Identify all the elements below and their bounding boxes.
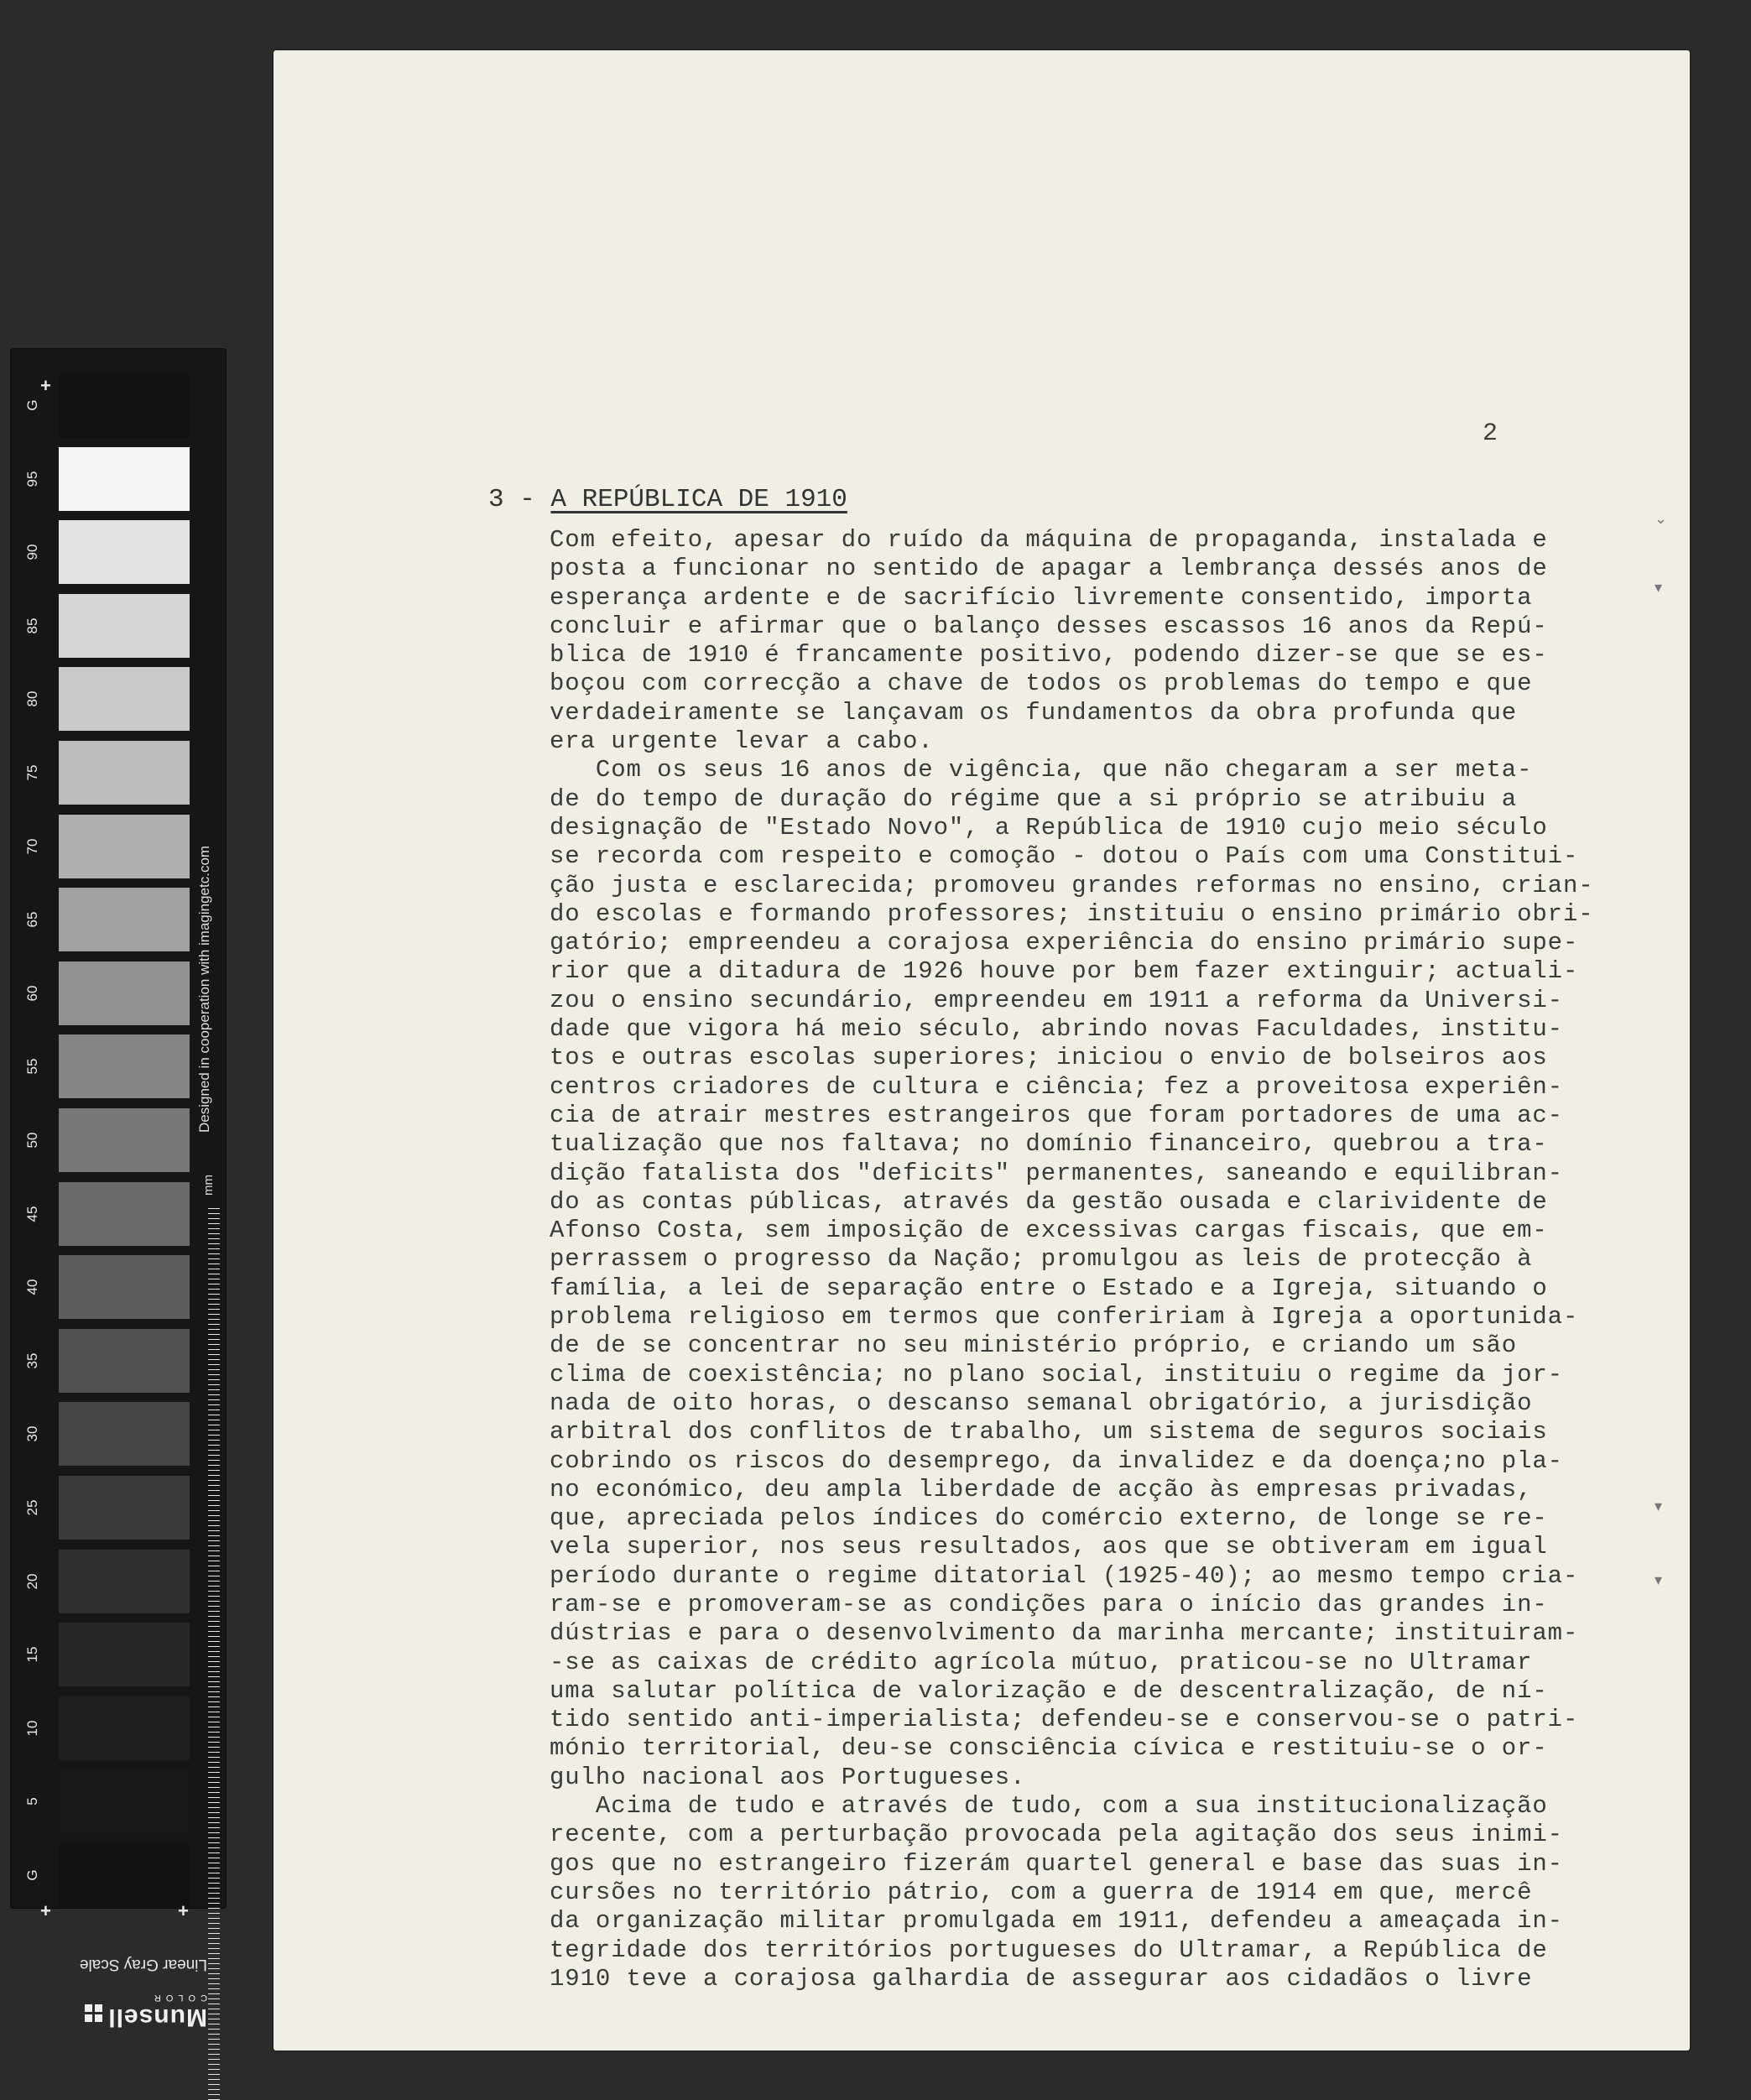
gray-swatch [59, 1550, 190, 1613]
gray-swatch [59, 447, 190, 511]
text-line: tido sentido anti-imperialista; defendeu-se e conservou-se o patri- [550, 1706, 1579, 1734]
gray-swatch [59, 1476, 190, 1540]
text-line: do escolas e formando professores; instituiu o ensino primário obri- [550, 899, 1594, 928]
text-line: Com os seus 16 anos de vigência, que não chegaram a ser meta- [550, 756, 1533, 784]
text-line: perrassem o progresso da Nação; promulgou as leis de protecção à [550, 1245, 1533, 1274]
gray-swatch [59, 1255, 190, 1319]
swatch-number: 10 [24, 1720, 40, 1737]
margin-tick: ⌄ [1655, 512, 1668, 529]
text-line: cursões no território pátrio, com a guerra de 1914 em que, mercê [550, 1878, 1533, 1906]
text-line: de de se concentrar no seu ministério próprio, e criando um são [550, 1331, 1518, 1360]
brand-name: Munsell [107, 2004, 207, 2031]
gray-swatch [59, 1843, 190, 1907]
gray-swatch [59, 1329, 190, 1393]
text-line: dústrias e para o desenvolvimento da marinha mercante; instituiram- [550, 1619, 1579, 1648]
swatch-number: 5 [24, 1797, 40, 1806]
swatch-number: 20 [24, 1573, 40, 1590]
text-line: Afonso Costa, sem imposição de excessivas cargas fiscais, que em- [550, 1217, 1548, 1245]
margin-tick: ▾ [1655, 1499, 1663, 1516]
text-line: designação de "Estado Novo", a República de 1910 cujo meio século [550, 813, 1548, 842]
page-number: 2 [1483, 419, 1498, 448]
swatch-number: 50 [24, 1132, 40, 1149]
swatch-number: 60 [24, 985, 40, 1002]
swatch-number: 55 [24, 1058, 40, 1075]
swatch-number: 80 [24, 690, 40, 707]
text-line: dade que vigora há meio século, abrindo novas Faculdades, institu- [550, 1015, 1563, 1044]
text-line: cia de atrair mestres estrangeiros que foram portadores de uma ac- [550, 1101, 1563, 1129]
gray-swatch [59, 1402, 190, 1466]
text-line: mónio territorial, deu-se consciência cívica e restituiu-se o or- [550, 1734, 1548, 1763]
text-line: rior que a ditadura de 1926 houve por bem fazer extinguir; actuali- [550, 957, 1579, 986]
text-line: zou o ensino secundário, empreendeu em 1911 a reforma da Universi- [550, 986, 1563, 1014]
gray-swatch [59, 594, 190, 658]
swatch-number: 30 [24, 1425, 40, 1442]
swatch-number: 15 [24, 1646, 40, 1663]
munsell-logo [56, 1993, 207, 2031]
text-line: uma salutar política de valorização e de descentralização, de ní- [550, 1676, 1548, 1705]
text-line: blica de 1910 é francamente positivo, podendo dizer-se que se es- [550, 641, 1548, 670]
text-line: família, a lei de separação entre o Estado e a Igreja, situando o [550, 1274, 1548, 1302]
text-line: cobrindo os riscos do desemprego, da invalidez e da doença;no pla- [550, 1446, 1563, 1475]
swatch-number: 75 [24, 764, 40, 781]
text-line: boçou com correcção a chave de todos os problemas do tempo e que [550, 670, 1533, 698]
gray-swatch [59, 815, 190, 878]
swatch-number: 40 [24, 1279, 40, 1295]
text-line: no económico, deu ampla liberdade de acção às empresas privadas, [550, 1475, 1533, 1503]
swatch-number: 25 [24, 1499, 40, 1516]
mm-ruler [208, 1208, 220, 2100]
text-line: vela superior, nos seus resultados, aos que se obtiveram em igual [550, 1533, 1548, 1561]
text-line: -se as caixas de crédito agrícola mútuo, praticou-se no Ultramar [550, 1648, 1533, 1676]
gray-swatch [59, 1108, 190, 1172]
text-line: tos e outras escolas superiores; iniciou o envio de bolseiros aos [550, 1044, 1548, 1072]
text-line: de do tempo de duração do régime que a si próprio se atribuiu a [550, 784, 1518, 813]
swatch-number: 90 [24, 544, 40, 560]
gray-swatch [59, 741, 190, 805]
text-line: Acima de tudo e através de tudo, com a sua institucionalização [550, 1792, 1548, 1821]
text-line: esperança ardente e de sacrifício livremente consentido, importa [550, 583, 1533, 612]
text-line: clima de coexistência; no plano social, instituiu o regime da jor- [550, 1360, 1563, 1389]
plus-mark-bottom-right: + [178, 1900, 189, 1921]
text-line: arbitral dos conflitos de trabalho, um sistema de seguros sociais [550, 1418, 1548, 1446]
plus-mark-bottom-left: + [40, 1900, 51, 1921]
swatch-number: 45 [24, 1206, 40, 1222]
text-line: se recorda com respeito e comoção - dotou o País com uma Constitui- [550, 842, 1579, 871]
swatch-number: 70 [24, 838, 40, 855]
text-line: tualização que nos faltava; no domínio financeiro, quebrou a tra- [550, 1130, 1548, 1159]
text-line: 1910 teve a corajosa galhardia de assegurar aos cidadãos o livre [550, 1964, 1533, 1993]
text-line: verdadeiramente se lançavam os fundamentos da obra profunda que [550, 698, 1518, 727]
gray-swatch [59, 888, 190, 951]
margin-tick: ▾ [1655, 581, 1663, 597]
text-line: centros criadores de cultura e ciência; fez a proveitosa experiên- [550, 1072, 1563, 1101]
text-line: nada de oito horas, o descanso semanal obrigatório, a jurisdição [550, 1389, 1533, 1417]
munsell-grid-icon [84, 2004, 102, 2022]
margin-tick: ▾ [1655, 1573, 1663, 1590]
gray-swatch [59, 373, 190, 437]
text-line: período durante o regime ditatorial (1925-40); ao mesmo tempo cria- [550, 1561, 1579, 1590]
gray-scale-title: Linear Gray Scale [79, 1956, 207, 1973]
scale-credit: Designed in cooperation with imagingetc.com [196, 845, 212, 1133]
text-line: recente, com a perturbação provocada pela agitação dos seus inimi- [550, 1821, 1563, 1849]
text-line: era urgente levar a cabo. [550, 727, 934, 756]
gray-swatch [59, 1769, 190, 1833]
swatch-number: G [24, 1869, 40, 1881]
text-line: dição fatalista dos "deficits" permanentes, saneando e equilibran- [550, 1159, 1563, 1187]
text-line: concluir e afirmar que o balanço desses escassos 16 anos da Repú- [550, 612, 1548, 640]
gray-swatch [59, 1623, 190, 1686]
mm-label: mm [201, 1175, 216, 1196]
text-line: da organização militar promulgada em 1911, defendeu a ameaçada in- [550, 1907, 1563, 1936]
text-line: posta a funcionar no sentido de apagar a lembrança dessés anos de [550, 555, 1548, 583]
heading-number: 3 - [488, 485, 535, 514]
text-line: problema religioso em termos que confeririam à Igreja a oportunida- [550, 1303, 1579, 1331]
text-line: gos que no estrangeiro fizerám quartel general e base das suas in- [550, 1849, 1563, 1878]
swatch-number: 85 [24, 617, 40, 634]
swatch-number: 95 [24, 471, 40, 487]
text-line: gatório; empreendeu a corajosa experiência do ensino primário supe- [550, 929, 1579, 957]
heading-title: A REPÚBLICA DE 1910 [550, 485, 847, 514]
gray-swatch [59, 961, 190, 1025]
gray-swatch [59, 520, 190, 584]
text-line: ção justa e esclarecida; promoveu grandes reformas no ensino, crian- [550, 871, 1594, 899]
text-line: do as contas públicas, através da gestão ousada e clarividente de [550, 1187, 1548, 1216]
gray-scale-card [10, 348, 227, 2031]
text-line: que, apreciada pelos índices do comércio externo, de longe se re- [550, 1504, 1548, 1533]
swatch-number: 65 [24, 911, 40, 928]
gray-swatch [59, 1034, 190, 1098]
brand-sub: COLOR [149, 1993, 207, 2003]
plus-mark-top-left: + [40, 375, 51, 396]
body-text [550, 526, 1594, 1993]
gray-swatch [59, 1696, 190, 1760]
gray-swatch [59, 667, 190, 731]
swatch-number: 35 [24, 1352, 40, 1369]
text-line: Com efeito, apesar do ruído da máquina de propaganda, instalada e [550, 526, 1548, 554]
gray-swatch [59, 1182, 190, 1246]
text-line: gulho nacional aos Portugueses. [550, 1763, 1026, 1791]
section-heading [488, 485, 847, 514]
text-line: ram-se e promoveram-se as condições para o início das grandes in- [550, 1590, 1548, 1618]
swatch-number: G [24, 399, 40, 411]
text-line: tegridade dos territórios portugueses do Ultramar, a República de [550, 1936, 1548, 1964]
